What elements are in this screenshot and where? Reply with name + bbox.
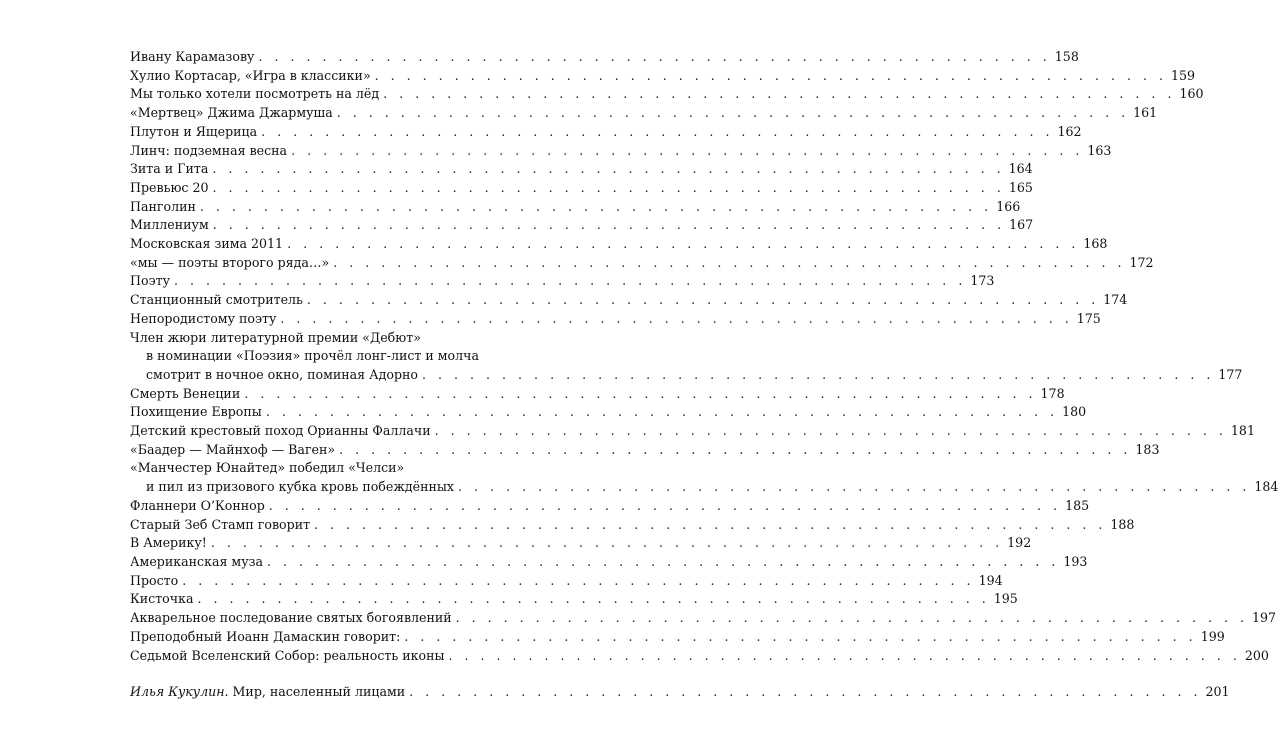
toc-entry	[130, 48, 1079, 67]
toc-entry	[130, 590, 1018, 609]
toc-entry-title: Седьмой Вселенский Собор: реальность иконы	[130, 647, 445, 663]
afterword-title	[130, 683, 405, 702]
dot-leader: . . . . . . . . . . . . . . . . . . . . . . . . . . . . . . . . . . . . . . . . . . . . . . . . . .	[244, 385, 1037, 401]
toc-entry	[130, 422, 1255, 441]
toc-entry-page: 173	[970, 273, 995, 289]
toc-entry-page: 172	[1129, 254, 1154, 270]
toc-entry-page: 197	[1252, 610, 1277, 626]
afterword-author: Илья Кукулин.	[130, 684, 229, 700]
toc-entry-title: Зита и Гита	[130, 161, 209, 177]
toc-entry-multiline	[130, 459, 1278, 496]
dot-leader: . . . . . . . . . . . . . . . . . . . . . . . . . . . . . . . . . . . . . . . . . . . . . . . . . .	[210, 535, 1004, 551]
dot-leader: . . . . . . . . . . . . . . . . . . . . . . . . . . . . . . . . . . . . . . . . . . . . . . . . . .	[333, 254, 1126, 270]
toc-entry-page: 181	[1230, 423, 1255, 439]
toc-entry-page: 195	[993, 591, 1018, 607]
toc-entry-title-line: в номинации «Поэзия» прочёл лонг-лист и молча	[146, 348, 479, 364]
toc-entry-page: 178	[1040, 385, 1065, 401]
toc-entry-page: 160	[1179, 86, 1204, 102]
toc-entry	[130, 67, 1196, 86]
dot-leader: . . . . . . . . . . . . . . . . . . . . . . . . . . . . . . . . . . . . . . . . . . . . . . . . . .	[383, 86, 1176, 102]
afterword-essay-title: Мир, населенный лицами	[232, 684, 406, 700]
toc-entry	[130, 628, 1225, 647]
dot-leader: . . . . . . . . . . . . . . . . . . . . . . . . . . . . . . . . . . . . . . . . . . . . . . . . . .	[212, 217, 1006, 233]
toc-entry	[130, 553, 1088, 572]
dot-leader: . . . . . . . . . . . . . . . . . . . . . . . . . . . . . . . . . . . . . . . . . . . . . . . . . .	[448, 647, 1241, 663]
toc-entry-page: 163	[1087, 142, 1112, 158]
dot-leader: . . . . . . . . . . . . . . . . . . . . . . . . . . . . . . . . . . . . . . . . . . . . . . . . . .	[258, 49, 1051, 64]
toc-entry	[130, 310, 1101, 329]
toc-entry-title: Линч: подземная весна	[130, 142, 288, 158]
toc-entry-afterword	[130, 683, 1230, 702]
toc-entry-page: 175	[1076, 310, 1101, 326]
toc-entry-title: Американская муза	[130, 553, 263, 569]
dot-leader: . . . . . . . . . . . . . . . . . . . . . . . . . . . . . . . . . . . . . . . . . . . . . . . . . .	[306, 292, 1100, 308]
toc-entry	[130, 179, 1033, 198]
toc-entry-title: Старый Зеб Стамп говорит	[130, 516, 311, 532]
toc-entry-title: Хулио Кортасар, «Игра в классики»	[130, 67, 371, 83]
toc-entry	[130, 385, 1065, 404]
dot-leader: . . . . . . . . . . . . . . . . . . . . . . . . . . . . . . . . . . . . . . . . . . . . . . . . . .	[182, 572, 975, 588]
dot-leader: . . . . . . . . . . . . . . . . . . . . . . . . . . . . . . . . . . . . . . . . . . . . . . . . . .	[266, 553, 1060, 569]
toc-entry-title: Просто	[130, 572, 179, 588]
toc-entry-page: 165	[1008, 179, 1033, 195]
toc-entry-last-line	[130, 478, 1278, 497]
dot-leader: . . . . . . . . . . . . . . . . . . . . . . . . . . . . . . . . . . . . . . . . . . . . . . . . . .	[374, 67, 1167, 83]
table-of-contents	[130, 48, 1278, 702]
toc-entry-title: Панголин	[130, 198, 196, 214]
toc-entry	[130, 198, 1021, 217]
dot-leader: . . . . . . . . . . . . . . . . . . . . . . . . . . . . . . . . . . . . . . . . . . . . . . . . . .	[261, 123, 1054, 139]
toc-entry-title: Фланнери О’Коннор	[130, 497, 265, 513]
toc-entry	[130, 534, 1032, 553]
toc-entry-page: 164	[1008, 161, 1033, 177]
dot-leader: . . . . . . . . . . . . . . . . . . . . . . . . . . . . . . . . . . . . . . . . . . . . . . . . . .	[404, 628, 1197, 644]
toc-entry-page: 161	[1133, 105, 1158, 121]
toc-entry-page: 177	[1218, 366, 1243, 382]
toc-entry-page: 199	[1200, 628, 1225, 644]
dot-leader: . . . . . . . . . . . . . . . . . . . . . . . . . . . . . . . . . . . . . . . . . . . . . . . . . .	[199, 198, 993, 214]
toc-entry	[130, 609, 1277, 628]
toc-entry-page: 194	[978, 572, 1003, 588]
toc-entry-page: 185	[1065, 497, 1090, 513]
dot-leader: . . . . . . . . . . . . . . . . . . . . . . . . . . . . . . . . . . . . . . . . . . . . . . . . . .	[287, 236, 1080, 252]
dot-leader: . . . . . . . . . . . . . . . . . . . . . . . . . . . . . . . . . . . . . . . . . . . . . . . . . .	[339, 441, 1132, 457]
toc-entry	[130, 235, 1108, 254]
dot-leader: . . . . . . . . . . . . . . . . . . . . . . . . . . . . . . . . . . . . . . . . . . . . . . . . . .	[458, 479, 1251, 495]
toc-entry	[130, 142, 1112, 161]
toc-entry	[130, 647, 1269, 666]
toc-entry	[130, 85, 1204, 104]
dot-leader: . . . . . . . . . . . . . . . . . . . . . . . . . . . . . . . . . . . . . . . . . . . . . . . . . .	[409, 684, 1202, 700]
toc-entry-page: 192	[1007, 535, 1032, 551]
toc-entry-title: Кисточка	[130, 591, 194, 607]
dot-leader: . . . . . . . . . . . . . . . . . . . . . . . . . . . . . . . . . . . . . . . . . . . . . . . . . .	[422, 366, 1215, 382]
toc-entry-page: 201	[1205, 684, 1230, 700]
dot-leader: . . . . . . . . . . . . . . . . . . . . . . . . . . . . . . . . . . . . . . . . . . . . . . . . . .	[455, 610, 1248, 626]
toc-entry-title: Мы только хотели посмотреть на лёд	[130, 86, 380, 102]
toc-entry-page: 188	[1110, 516, 1135, 532]
toc-entry-title: Московская зима 2011	[130, 236, 284, 252]
toc-entry	[130, 272, 995, 291]
toc-entry	[130, 403, 1087, 422]
toc-entry	[130, 254, 1154, 273]
toc-entry-page: 167	[1009, 217, 1034, 233]
toc-entry-title: «Мертвец» Джима Джармуша	[130, 105, 333, 121]
toc-entry-title-line: и пил из призового кубка кровь побеждённых	[146, 479, 455, 495]
toc-entry	[130, 291, 1128, 310]
toc-entry-title: В Америку!	[130, 535, 207, 551]
section-gap	[130, 665, 498, 683]
toc-entry-page: 184	[1254, 479, 1278, 495]
toc-entry-page: 193	[1063, 553, 1088, 569]
dot-leader: . . . . . . . . . . . . . . . . . . . . . . . . . . . . . . . . . . . . . . . . . . . . . . . . . .	[197, 591, 990, 607]
dot-leader: . . . . . . . . . . . . . . . . . . . . . . . . . . . . . . . . . . . . . . . . . . . . . . . . . .	[212, 179, 1005, 195]
toc-entry-page: 159	[1170, 67, 1196, 83]
toc-entry-title: Плутон и Ящерица	[130, 123, 258, 139]
dot-leader: . . . . . . . . . . . . . . . . . . . . . . . . . . . . . . . . . . . . . . . . . . . . . . . . . .	[314, 516, 1107, 532]
toc-entry	[130, 123, 1082, 142]
toc-entry-title: Похищение Европы	[130, 404, 262, 420]
dot-leader: . . . . . . . . . . . . . . . . . . . . . . . . . . . . . . . . . . . . . . . . . . . . . . . . . .	[336, 105, 1130, 121]
toc-entry	[130, 104, 1158, 123]
toc-entry-title: «мы — поэты второго ряда…»	[130, 254, 330, 270]
toc-entry	[130, 160, 1033, 179]
toc-entry-title: Превьюс 20	[130, 179, 209, 195]
toc-entry-title: «Баадер — Майнхоф — Ваген»	[130, 441, 336, 457]
toc-entry-page: 158	[1054, 49, 1079, 64]
toc-entry-title: Преподобный Иоанн Дамаскин говорит:	[130, 628, 401, 644]
toc-entry-page: 166	[996, 198, 1021, 214]
toc-entry-page: 174	[1103, 292, 1128, 308]
toc-entry-last-line	[130, 366, 1243, 385]
dot-leader: . . . . . . . . . . . . . . . . . . . . . . . . . . . . . . . . . . . . . . . . . . . . . . . . . .	[291, 142, 1084, 158]
toc-entry-page: 162	[1057, 123, 1082, 139]
toc-entry-title-line: Член жюри литературной премии «Дебют»	[130, 329, 421, 345]
toc-entry-title-line: «Манчестер Юнайтед» победил «Челси»	[130, 460, 405, 476]
toc-entry	[130, 441, 1160, 460]
toc-entry-page: 168	[1083, 236, 1108, 252]
toc-entry-title: Непородистому поэту	[130, 310, 277, 326]
toc-entry	[130, 572, 1003, 591]
toc-entry-title-line: смотрит в ночное окно, поминая Адорно	[146, 366, 419, 382]
toc-entry-title: Поэту	[130, 273, 170, 289]
dot-leader: . . . . . . . . . . . . . . . . . . . . . . . . . . . . . . . . . . . . . . . . . . . . . . . . . .	[174, 273, 967, 289]
toc-entry-page: 180	[1062, 404, 1087, 420]
toc-entry-title: Ивану Карамазову	[130, 49, 255, 64]
dot-leader: . . . . . . . . . . . . . . . . . . . . . . . . . . . . . . . . . . . . . . . . . . . . . . . . . .	[265, 404, 1059, 420]
toc-entry-title: Миллениум	[130, 217, 209, 233]
toc-entry	[130, 216, 1034, 235]
dot-leader: . . . . . . . . . . . . . . . . . . . . . . . . . . . . . . . . . . . . . . . . . . . . . . . . . .	[212, 161, 1005, 177]
toc-entry-multiline	[130, 329, 1243, 385]
dot-leader: . . . . . . . . . . . . . . . . . . . . . . . . . . . . . . . . . . . . . . . . . . . . . . . . . .	[268, 497, 1062, 513]
toc-entry-title: Акварельное последование святых богоявлений	[130, 610, 452, 626]
toc-entry-title: Детский крестовый поход Орианны Фаллачи	[130, 423, 431, 439]
toc-entry	[130, 497, 1090, 516]
toc-entry-page: 183	[1135, 441, 1160, 457]
dot-leader: . . . . . . . . . . . . . . . . . . . . . . . . . . . . . . . . . . . . . . . . . . . . . . . . . .	[434, 423, 1227, 439]
toc-entry-title: Смерть Венеции	[130, 385, 241, 401]
dot-leader: . . . . . . . . . . . . . . . . . . . . . . . . . . . . . . . . . . . . . . . . . . . . . . . . . .	[280, 310, 1073, 326]
toc-entry-page: 200	[1244, 647, 1269, 663]
toc-entry	[130, 516, 1135, 535]
toc-entry-title: Станционный смотритель	[130, 292, 303, 308]
